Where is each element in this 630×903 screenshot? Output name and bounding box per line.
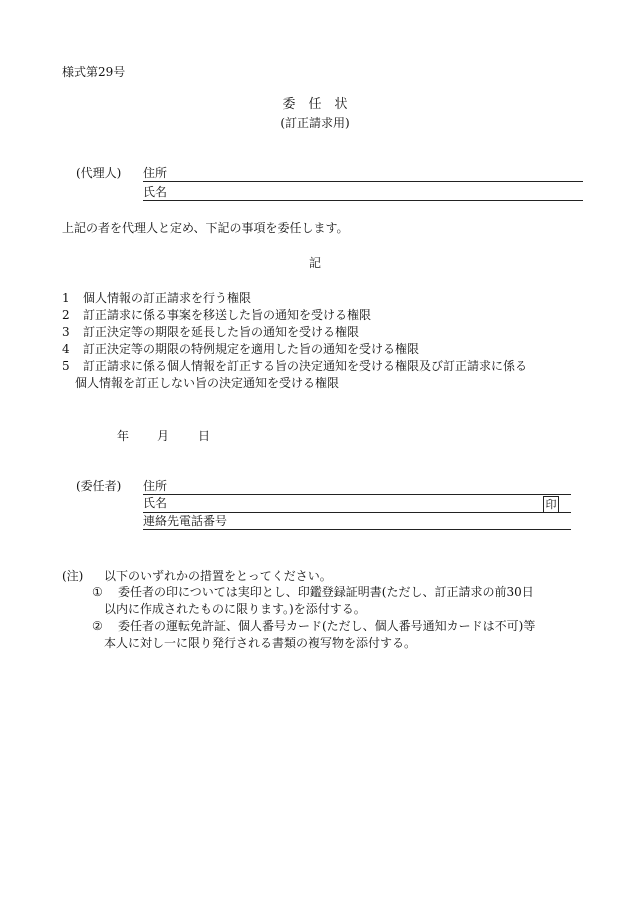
form-number: 様式第29号: [62, 65, 126, 79]
principal-address-label: 住所: [143, 479, 168, 493]
principal-name-label: 氏名: [143, 496, 168, 510]
agent-address-label: 住所: [143, 166, 168, 180]
item-number: 3: [62, 325, 70, 339]
principal-phone-line: [143, 529, 571, 530]
principal-name-line: [143, 512, 571, 513]
seal-mark: 印: [543, 496, 559, 513]
notes-intro: 以下のいずれかの措置をとってください。: [104, 569, 332, 583]
item-text: 訂正請求に係る個人情報を訂正する旨の決定通知を受ける権限及び訂正請求に係る: [83, 359, 528, 373]
agent-name-label: 氏名: [143, 185, 168, 199]
note-2-text-continuation: 本人に対し一に限り発行される書類の複写物を添付する。: [104, 636, 417, 650]
document-subtitle: (訂正請求用): [280, 116, 350, 130]
document-title: 委 任 状: [282, 97, 348, 112]
item-text: 訂正決定等の期限を延長した旨の通知を受ける権限: [83, 325, 360, 339]
agent-label: (代理人): [76, 166, 122, 180]
agent-address-line: [143, 181, 583, 182]
note-1-mark: ①: [92, 585, 103, 599]
principal-phone-label: 連絡先電話番号: [143, 514, 228, 528]
note-2-text: 委任者の運転免許証、個人番号カード(ただし、個人番号通知カードは不可)等: [118, 619, 536, 633]
ki-heading: 記: [308, 256, 321, 270]
item-number: 4: [62, 342, 70, 356]
item-text: 個人情報の訂正請求を行う権限: [83, 291, 252, 305]
item-text: 訂正請求に係る事案を移送した旨の通知を受ける権限: [83, 308, 372, 322]
item-text: 訂正決定等の期限の特例規定を適用した旨の通知を受ける権限: [83, 342, 420, 356]
principal-address-line: [143, 494, 571, 495]
date-month: 月: [157, 429, 170, 443]
item-number: 2: [62, 308, 70, 322]
item-number: 1: [62, 291, 70, 305]
note-1-text-continuation: 以内に作成されたものに限ります。)を添付する。: [104, 602, 366, 616]
date-day: 日: [198, 429, 211, 443]
note-2-mark: ②: [92, 619, 103, 633]
notes-label: (注): [62, 569, 84, 583]
item-text-continuation: 個人情報を訂正しない旨の決定通知を受ける権限: [75, 376, 340, 390]
principal-label: (委任者): [76, 479, 122, 493]
date-year: 年: [117, 429, 130, 443]
note-1-text: 委任者の印については実印とし、印鑑登録証明書(ただし、訂正請求の前30日: [118, 585, 534, 599]
delegation-statement: 上記の者を代理人と定め、下記の事項を委任します。: [62, 221, 349, 235]
agent-name-line: [143, 200, 583, 201]
item-number: 5: [62, 359, 70, 373]
